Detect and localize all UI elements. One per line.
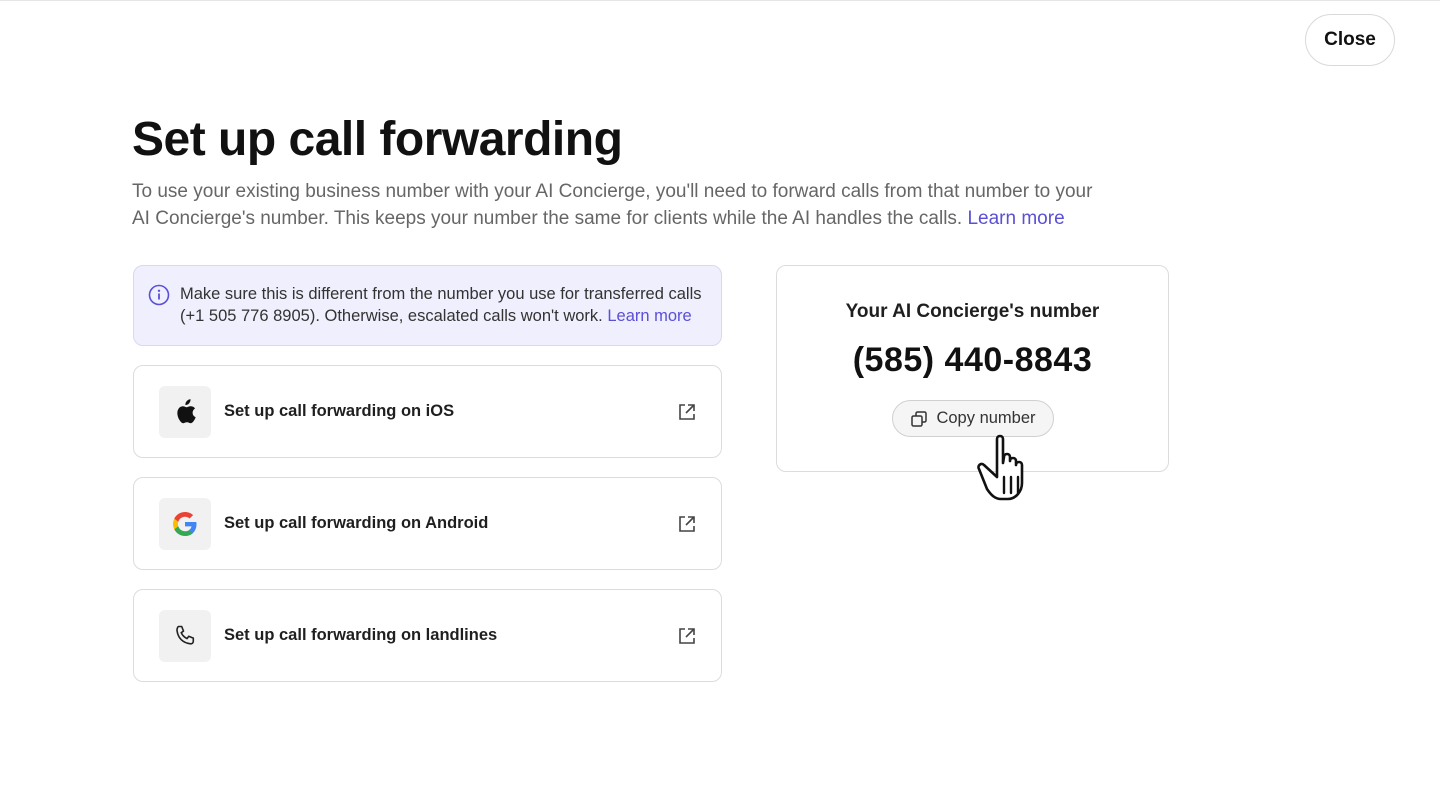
card-title: Your AI Concierge's number [845, 301, 1100, 322]
notice-learn-more-link[interactable]: Learn more [607, 307, 692, 325]
option-android[interactable] [133, 477, 722, 570]
phone-icon [159, 610, 211, 662]
option-android-label: Set up call forwarding on Android [224, 514, 489, 532]
notice-text [180, 283, 710, 327]
copy-icon [910, 410, 928, 428]
page-title: Set up call forwarding [132, 113, 623, 166]
option-landlines-label: Set up call forwarding on landlines [224, 626, 498, 644]
description-text: To use your existing business number with your AI Concierge, you'll need to forward calls from that number to your AI Concierge's number. This keeps your number the same for clients while the AI handles the calls. [132, 181, 1093, 229]
learn-more-link[interactable]: Learn more [967, 208, 1065, 229]
external-link-icon [677, 402, 697, 422]
external-link-icon [677, 514, 697, 534]
ai-phone-number: (585) 440-8843 [852, 341, 1093, 379]
page-description [132, 178, 1112, 232]
google-icon [159, 498, 211, 550]
ai-number-card [776, 265, 1169, 472]
external-link-icon [677, 626, 697, 646]
notice-message: Make sure this is different from the number you use for transferred calls (+1 505 776 8905). Otherwise, escalated calls won't work. [180, 285, 702, 325]
option-ios-label: Set up call forwarding on iOS [224, 402, 455, 420]
hand-cursor-icon [975, 425, 1051, 507]
copy-number-label: Copy number [936, 409, 1036, 427]
transfer-number-notice [133, 265, 722, 346]
top-divider [0, 0, 1440, 1]
info-icon [148, 284, 170, 306]
option-landlines[interactable] [133, 589, 722, 682]
apple-icon [159, 386, 211, 438]
close-button[interactable]: Close [1305, 14, 1395, 66]
option-ios[interactable] [133, 365, 722, 458]
